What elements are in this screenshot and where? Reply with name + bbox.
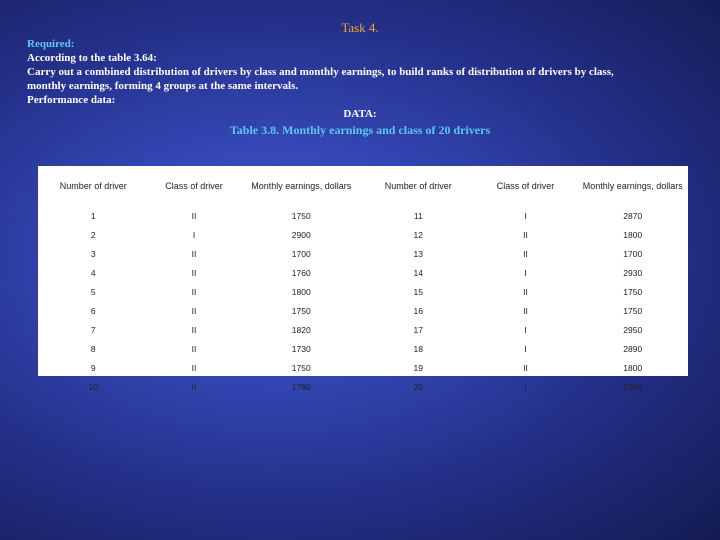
table-row [38, 282, 688, 301]
cell-monthly-earnings: 2950 [623, 324, 643, 335]
cell-driver-class: II [191, 305, 197, 316]
cell-monthly-earnings: 2870 [623, 210, 643, 221]
cell-monthly-earnings: 1750 [623, 305, 643, 316]
cell-driver-class: II [191, 343, 197, 354]
cell-driver-class: II [191, 248, 197, 259]
cell-driver-class: I [524, 267, 527, 278]
table-row [38, 225, 688, 244]
cell-driver-class: II [523, 305, 528, 316]
required-label: Required: [27, 38, 75, 50]
cell-monthly-earnings: 1800 [623, 229, 643, 240]
cell-driver-number: 6 [90, 305, 96, 316]
cell-driver-class: II [523, 362, 528, 373]
cell-driver-class: I [524, 343, 527, 354]
cell-driver-class: II [191, 381, 197, 392]
data-label: DATA: [343, 108, 377, 120]
header-monthly-earnings: Monthly earnings, dollars [582, 181, 683, 191]
slide-title: Task 4. [341, 20, 379, 35]
cell-driver-number: 19 [413, 362, 423, 373]
cell-driver-number: 4 [90, 267, 96, 278]
cell-driver-class: I [524, 210, 527, 221]
cell-driver-class: II [523, 229, 528, 240]
cell-driver-class: I [524, 324, 527, 335]
drivers-table [38, 166, 688, 396]
cell-driver-number: 1 [90, 210, 96, 221]
cell-driver-number: 2 [90, 229, 96, 240]
cell-monthly-earnings: 1750 [291, 362, 311, 373]
cell-monthly-earnings: 1760 [291, 267, 311, 278]
task-line: According to the table 3.64: [27, 52, 157, 64]
cell-driver-class: II [191, 210, 197, 221]
cell-monthly-earnings: 1800 [291, 286, 311, 297]
table-body [38, 206, 688, 396]
cell-driver-number: 5 [90, 286, 96, 297]
task-line: Carry out a combined distribution of drivers by class and monthly earnings, to build ranks of distribution of drivers by class, [27, 66, 614, 78]
cell-driver-number: 3 [90, 248, 96, 259]
cell-driver-number: 16 [413, 305, 423, 316]
table-caption: Table 3.8. Monthly earnings and class of 20 drivers [229, 123, 491, 137]
table-row [38, 377, 688, 396]
table-header-row [38, 166, 688, 206]
cell-driver-class: II [191, 362, 197, 373]
header-number-of-driver: Number of driver [384, 181, 452, 191]
header-class-of-driver: Class of driver [165, 181, 223, 191]
cell-monthly-earnings: 1700 [623, 248, 643, 259]
table-row [38, 320, 688, 339]
cell-monthly-earnings: 1780 [291, 381, 311, 392]
cell-monthly-earnings: 1820 [291, 324, 311, 335]
drivers-table-container [38, 166, 688, 392]
cell-driver-number: 18 [413, 343, 423, 354]
cell-driver-number: 12 [413, 229, 423, 240]
table-row [38, 263, 688, 282]
table-row [38, 358, 688, 377]
cell-driver-number: 20 [413, 381, 423, 392]
cell-driver-number: 14 [413, 267, 423, 278]
cell-driver-class: I [192, 229, 196, 240]
cell-monthly-earnings: 1750 [291, 210, 311, 221]
cell-monthly-earnings: 2900 [623, 381, 643, 392]
cell-driver-class: II [523, 286, 528, 297]
table-row [38, 206, 688, 225]
cell-driver-number: 10 [88, 381, 98, 392]
cell-driver-number: 13 [413, 248, 423, 259]
cell-driver-number: 8 [90, 343, 96, 354]
cell-monthly-earnings: 1750 [291, 305, 311, 316]
cell-driver-class: II [191, 324, 197, 335]
table-row [38, 244, 688, 263]
cell-driver-number: 9 [90, 362, 96, 373]
cell-driver-class: II [191, 267, 197, 278]
cell-monthly-earnings: 1750 [623, 286, 643, 297]
cell-monthly-earnings: 2890 [623, 343, 643, 354]
cell-driver-class: II [191, 286, 197, 297]
task-line: monthly earnings, forming 4 groups at the same intervals. [27, 80, 299, 92]
header-class-of-driver: Class of driver [496, 181, 555, 191]
table-row [38, 339, 688, 358]
cell-driver-number: 7 [90, 324, 96, 335]
cell-monthly-earnings: 1700 [291, 248, 311, 259]
cell-monthly-earnings: 2900 [291, 229, 311, 240]
task-description [27, 37, 695, 107]
header-number-of-driver: Number of driver [59, 181, 127, 191]
cell-monthly-earnings: 1800 [623, 362, 643, 373]
header-monthly-earnings: Monthly earnings, dollars [251, 181, 352, 191]
cell-driver-number: 17 [413, 324, 423, 335]
cell-driver-class: I [524, 381, 527, 392]
cell-driver-number: 15 [413, 286, 423, 297]
task-line: Performance data: [27, 94, 116, 106]
cell-driver-class: II [523, 248, 528, 259]
cell-driver-number: 11 [413, 210, 423, 221]
cell-monthly-earnings: 1730 [291, 343, 311, 354]
table-row [38, 301, 688, 320]
cell-monthly-earnings: 2930 [623, 267, 643, 278]
